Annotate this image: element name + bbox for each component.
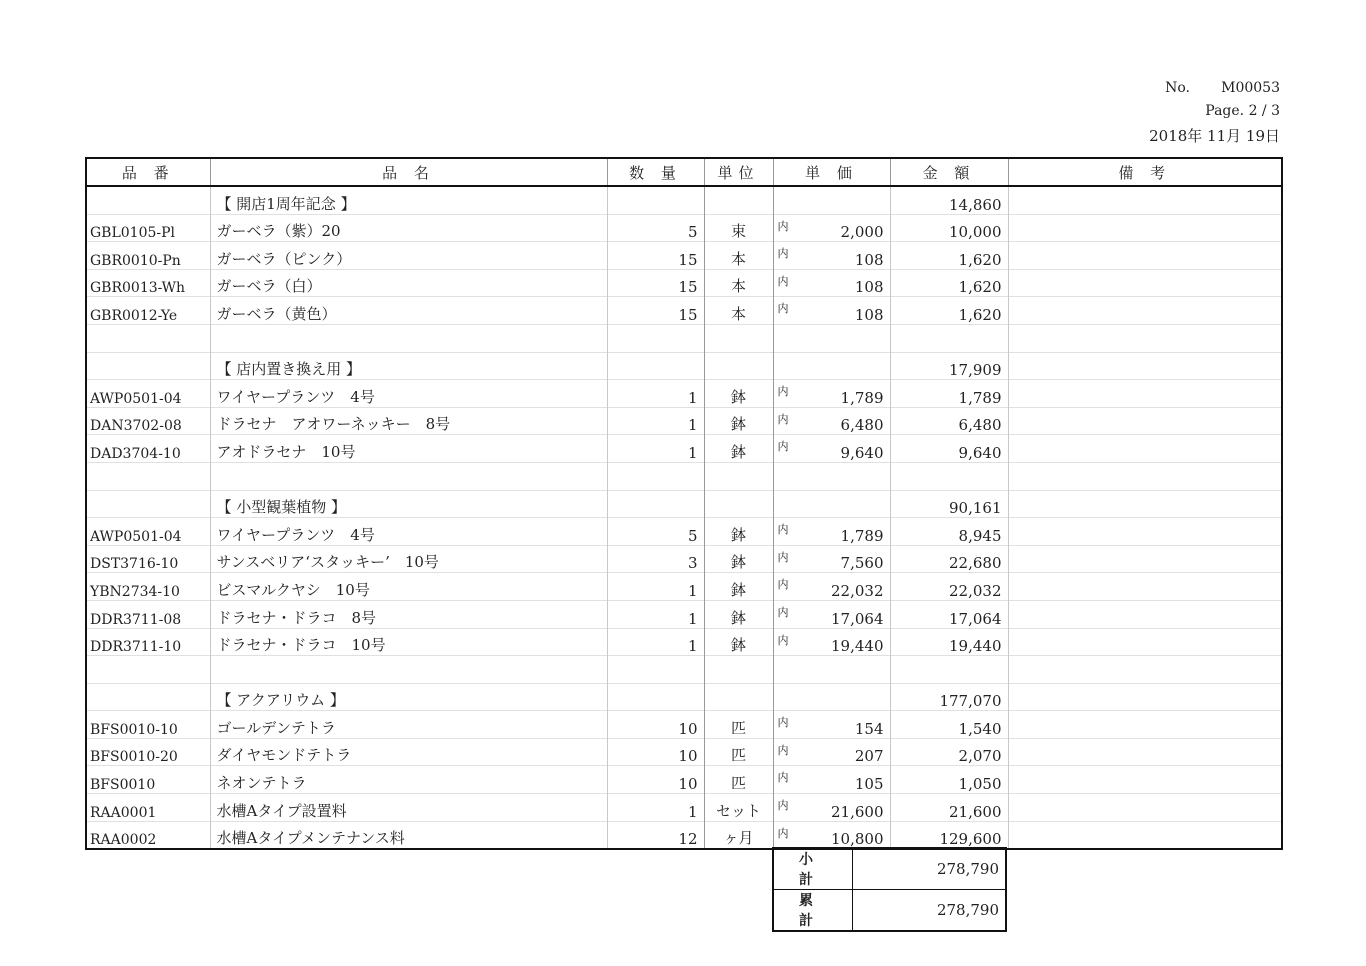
item-unit-price <box>773 794 890 822</box>
column-header-code: 品 番 <box>86 158 210 186</box>
unit-price-value: 19,440 <box>831 637 884 656</box>
item-amount: 17,064 <box>890 600 1008 628</box>
item-unit: 鉢 <box>704 407 773 435</box>
item-name: アオドラセナ 10号 <box>210 435 607 463</box>
item-name <box>210 324 607 352</box>
item-quantity <box>607 683 704 711</box>
item-code <box>86 490 210 518</box>
unit-price-value: 21,600 <box>831 802 884 821</box>
item-unit <box>704 462 773 490</box>
item-unit <box>704 490 773 518</box>
item-quantity: 12 <box>607 821 704 849</box>
item-unit: 本 <box>704 242 773 270</box>
item-notes <box>1008 628 1282 656</box>
item-unit: 鉢 <box>704 435 773 463</box>
item-code: DDR3711-10 <box>86 628 210 656</box>
item-unit-price <box>773 683 890 711</box>
unit-price-value: 108 <box>854 250 884 269</box>
tax-included-mark: 内 <box>777 247 789 261</box>
item-unit: 匹 <box>704 766 773 794</box>
item-name <box>210 656 607 684</box>
item-unit: セット <box>704 794 773 822</box>
item-quantity: 1 <box>607 600 704 628</box>
table-row <box>86 242 1282 270</box>
item-quantity: 10 <box>607 738 704 766</box>
item-unit <box>704 324 773 352</box>
item-unit: 束 <box>704 214 773 242</box>
item-name: ワイヤープランツ 4号 <box>210 380 607 408</box>
item-unit: 鉢 <box>704 628 773 656</box>
item-name: 【 店内置き換え用 】 <box>210 352 607 380</box>
item-code <box>86 352 210 380</box>
unit-price-value: 7,560 <box>840 554 884 573</box>
item-code <box>86 324 210 352</box>
unit-price-value: 9,640 <box>840 443 884 462</box>
item-quantity: 5 <box>607 214 704 242</box>
item-unit-price <box>773 462 890 490</box>
item-notes <box>1008 297 1282 325</box>
table-row <box>86 711 1282 739</box>
cumulative-row <box>773 890 1006 932</box>
table-row <box>86 683 1282 711</box>
table-row <box>86 545 1282 573</box>
tax-included-mark: 内 <box>777 633 789 647</box>
item-unit-price <box>773 545 890 573</box>
table-row <box>86 380 1282 408</box>
column-header-amount: 金 額 <box>890 158 1008 186</box>
item-notes <box>1008 186 1282 214</box>
item-code: BFS0010 <box>86 766 210 794</box>
item-notes <box>1008 242 1282 270</box>
table-row <box>86 628 1282 656</box>
item-quantity: 5 <box>607 518 704 546</box>
item-name: ドラセナ アオワーネッキー 8号 <box>210 407 607 435</box>
tax-included-mark: 内 <box>777 550 789 564</box>
item-name: ゴールデンテトラ <box>210 711 607 739</box>
tax-included-mark: 内 <box>777 274 789 288</box>
item-unit: 本 <box>704 297 773 325</box>
item-unit-price <box>773 490 890 518</box>
item-unit-price <box>773 380 890 408</box>
table-row <box>86 297 1282 325</box>
document-date: 2018年 11月 19日 <box>1149 127 1280 145</box>
item-amount: 9,640 <box>890 435 1008 463</box>
item-code: DAD3704-10 <box>86 435 210 463</box>
item-unit-price <box>773 407 890 435</box>
item-code <box>86 186 210 214</box>
tax-included-mark: 内 <box>777 605 789 619</box>
cumulative-label: 累 計 <box>773 890 853 932</box>
item-unit: 匹 <box>704 738 773 766</box>
item-amount: 1,620 <box>890 297 1008 325</box>
item-notes <box>1008 711 1282 739</box>
table-row <box>86 821 1282 849</box>
item-name: サンスベリア‘スタッキー’ 10号 <box>210 545 607 573</box>
unit-price-value: 108 <box>854 305 884 324</box>
item-notes <box>1008 738 1282 766</box>
item-notes <box>1008 380 1282 408</box>
item-quantity: 1 <box>607 573 704 601</box>
item-code: GBR0010-Pn <box>86 242 210 270</box>
tax-included-mark: 内 <box>777 385 789 399</box>
tax-included-mark: 内 <box>777 826 789 840</box>
item-amount: 1,620 <box>890 269 1008 297</box>
item-unit-price <box>773 628 890 656</box>
document-number-value: M00053 <box>1221 80 1280 96</box>
item-unit-price <box>773 600 890 628</box>
item-unit-price <box>773 242 890 270</box>
item-notes <box>1008 324 1282 352</box>
column-header-unit: 単位 <box>704 158 773 186</box>
item-amount: 19,440 <box>890 628 1008 656</box>
tax-included-mark: 内 <box>777 578 789 592</box>
item-code: GBR0013-Wh <box>86 269 210 297</box>
item-notes <box>1008 214 1282 242</box>
item-unit-price <box>773 766 890 794</box>
item-unit: 匹 <box>704 711 773 739</box>
item-notes <box>1008 352 1282 380</box>
item-code <box>86 683 210 711</box>
item-amount: 22,032 <box>890 573 1008 601</box>
item-code <box>86 462 210 490</box>
item-unit-price <box>773 214 890 242</box>
item-notes <box>1008 490 1282 518</box>
item-unit-price <box>773 297 890 325</box>
item-amount: 2,070 <box>890 738 1008 766</box>
item-name: ビスマルクヤシ 10号 <box>210 573 607 601</box>
item-amount: 21,600 <box>890 794 1008 822</box>
item-name: ドラセナ・ドラコ 10号 <box>210 628 607 656</box>
unit-price-value: 108 <box>854 278 884 297</box>
tax-included-mark: 内 <box>777 412 789 426</box>
table-row <box>86 490 1282 518</box>
table-row <box>86 462 1282 490</box>
item-unit-price <box>773 821 890 849</box>
item-quantity: 1 <box>607 628 704 656</box>
item-notes <box>1008 821 1282 849</box>
item-unit: 鉢 <box>704 380 773 408</box>
page-indicator: Page. 2 / 3 <box>1205 103 1280 119</box>
item-quantity: 3 <box>607 545 704 573</box>
item-name: 【 アクアリウム 】 <box>210 683 607 711</box>
item-quantity: 1 <box>607 435 704 463</box>
table-row <box>86 766 1282 794</box>
item-name: 【 開店1周年記念 】 <box>210 186 607 214</box>
unit-price-value: 2,000 <box>840 223 884 242</box>
item-name: ガーベラ（黄色） <box>210 297 607 325</box>
unit-price-value: 105 <box>854 775 884 794</box>
item-quantity <box>607 324 704 352</box>
item-code: DAN3702-08 <box>86 407 210 435</box>
subtotal-value: 278,790 <box>853 848 1007 890</box>
tax-included-mark: 内 <box>777 523 789 537</box>
item-code: AWP0501-04 <box>86 518 210 546</box>
item-name: ガーベラ（白） <box>210 269 607 297</box>
item-amount: 177,070 <box>890 683 1008 711</box>
table-row <box>86 738 1282 766</box>
item-name: 水槽Aタイプメンテナンス料 <box>210 821 607 849</box>
item-notes <box>1008 573 1282 601</box>
item-unit-price <box>773 352 890 380</box>
item-quantity <box>607 490 704 518</box>
item-code: BFS0010-20 <box>86 738 210 766</box>
unit-price-value: 22,032 <box>831 581 884 600</box>
item-notes <box>1008 683 1282 711</box>
item-code: YBN2734-10 <box>86 573 210 601</box>
item-notes <box>1008 656 1282 684</box>
item-unit <box>704 352 773 380</box>
item-amount: 1,050 <box>890 766 1008 794</box>
item-code: RAA0001 <box>86 794 210 822</box>
item-amount: 1,620 <box>890 242 1008 270</box>
tax-included-mark: 内 <box>777 716 789 730</box>
unit-price-value: 10,800 <box>831 830 884 849</box>
item-name: ガーベラ（ピンク） <box>210 242 607 270</box>
table-row <box>86 656 1282 684</box>
item-unit-price <box>773 738 890 766</box>
item-unit: ヶ月 <box>704 821 773 849</box>
item-quantity: 15 <box>607 269 704 297</box>
item-code <box>86 656 210 684</box>
table-row <box>86 794 1282 822</box>
table-row <box>86 518 1282 546</box>
item-code: GBR0012-Ye <box>86 297 210 325</box>
unit-price-value: 6,480 <box>840 416 884 435</box>
document-number <box>1165 80 1280 96</box>
table-header-row <box>86 158 1282 186</box>
item-amount: 8,945 <box>890 518 1008 546</box>
item-quantity <box>607 186 704 214</box>
column-header-notes: 備 考 <box>1008 158 1282 186</box>
item-amount: 17,909 <box>890 352 1008 380</box>
item-quantity: 1 <box>607 407 704 435</box>
item-unit: 鉢 <box>704 573 773 601</box>
item-unit <box>704 186 773 214</box>
item-notes <box>1008 407 1282 435</box>
item-unit: 鉢 <box>704 600 773 628</box>
column-header-quantity: 数 量 <box>607 158 704 186</box>
item-code: BFS0010-10 <box>86 711 210 739</box>
item-amount: 1,789 <box>890 380 1008 408</box>
item-notes <box>1008 435 1282 463</box>
item-amount: 6,480 <box>890 407 1008 435</box>
unit-price-value: 1,789 <box>840 526 884 545</box>
item-name: ワイヤープランツ 4号 <box>210 518 607 546</box>
item-name <box>210 462 607 490</box>
item-quantity <box>607 656 704 684</box>
item-notes <box>1008 269 1282 297</box>
tax-included-mark: 内 <box>777 799 789 813</box>
item-amount <box>890 462 1008 490</box>
item-unit-price <box>773 573 890 601</box>
item-quantity: 1 <box>607 380 704 408</box>
table-row <box>86 324 1282 352</box>
tax-included-mark: 内 <box>777 440 789 454</box>
unit-price-value: 17,064 <box>831 609 884 628</box>
item-unit-price <box>773 518 890 546</box>
item-unit-price <box>773 435 890 463</box>
table-row <box>86 600 1282 628</box>
item-amount: 1,540 <box>890 711 1008 739</box>
tax-included-mark: 内 <box>777 743 789 757</box>
item-quantity <box>607 352 704 380</box>
item-notes <box>1008 794 1282 822</box>
table-row <box>86 352 1282 380</box>
item-code: DST3716-10 <box>86 545 210 573</box>
item-unit-price <box>773 186 890 214</box>
item-notes <box>1008 518 1282 546</box>
item-code: DDR3711-08 <box>86 600 210 628</box>
item-unit-price <box>773 656 890 684</box>
item-name: ダイヤモンドテトラ <box>210 738 607 766</box>
subtotal-row <box>773 848 1006 890</box>
table-row <box>86 573 1282 601</box>
item-unit: 鉢 <box>704 545 773 573</box>
item-quantity: 10 <box>607 711 704 739</box>
table-row <box>86 214 1282 242</box>
document-number-label: No. <box>1165 80 1190 96</box>
item-amount: 14,860 <box>890 186 1008 214</box>
item-quantity: 1 <box>607 794 704 822</box>
table-row <box>86 186 1282 214</box>
item-name: ガーベラ（紫）20 <box>210 214 607 242</box>
item-name: 【 小型観葉植物 】 <box>210 490 607 518</box>
item-name: 水槽Aタイプ設置料 <box>210 794 607 822</box>
tax-included-mark: 内 <box>777 771 789 785</box>
item-name: ネオンテトラ <box>210 766 607 794</box>
item-quantity <box>607 462 704 490</box>
table-row <box>86 435 1282 463</box>
item-quantity: 15 <box>607 297 704 325</box>
item-code: AWP0501-04 <box>86 380 210 408</box>
item-amount <box>890 656 1008 684</box>
item-unit-price <box>773 324 890 352</box>
item-quantity: 15 <box>607 242 704 270</box>
item-unit-price <box>773 711 890 739</box>
item-unit <box>704 683 773 711</box>
item-notes <box>1008 600 1282 628</box>
item-amount <box>890 324 1008 352</box>
item-unit: 鉢 <box>704 518 773 546</box>
subtotal-label: 小 計 <box>773 848 853 890</box>
cumulative-value: 278,790 <box>853 890 1007 932</box>
unit-price-value: 154 <box>854 719 884 738</box>
item-unit <box>704 656 773 684</box>
table-row <box>86 269 1282 297</box>
column-header-name: 品 名 <box>210 158 607 186</box>
item-unit: 本 <box>704 269 773 297</box>
item-amount: 129,600 <box>890 821 1008 849</box>
unit-price-value: 207 <box>854 747 884 766</box>
tax-included-mark: 内 <box>777 219 789 233</box>
item-unit-price <box>773 269 890 297</box>
unit-price-value: 1,789 <box>840 388 884 407</box>
item-notes <box>1008 545 1282 573</box>
column-header-unit-price: 単 価 <box>773 158 890 186</box>
item-notes <box>1008 766 1282 794</box>
totals-box <box>772 847 1007 932</box>
item-amount: 90,161 <box>890 490 1008 518</box>
item-notes <box>1008 462 1282 490</box>
item-quantity: 10 <box>607 766 704 794</box>
item-amount: 10,000 <box>890 214 1008 242</box>
table-row <box>86 407 1282 435</box>
item-code: RAA0002 <box>86 821 210 849</box>
invoice-table <box>85 157 1283 850</box>
item-name: ドラセナ・ドラコ 8号 <box>210 600 607 628</box>
tax-included-mark: 内 <box>777 302 789 316</box>
item-amount: 22,680 <box>890 545 1008 573</box>
item-code: GBL0105-Pl <box>86 214 210 242</box>
